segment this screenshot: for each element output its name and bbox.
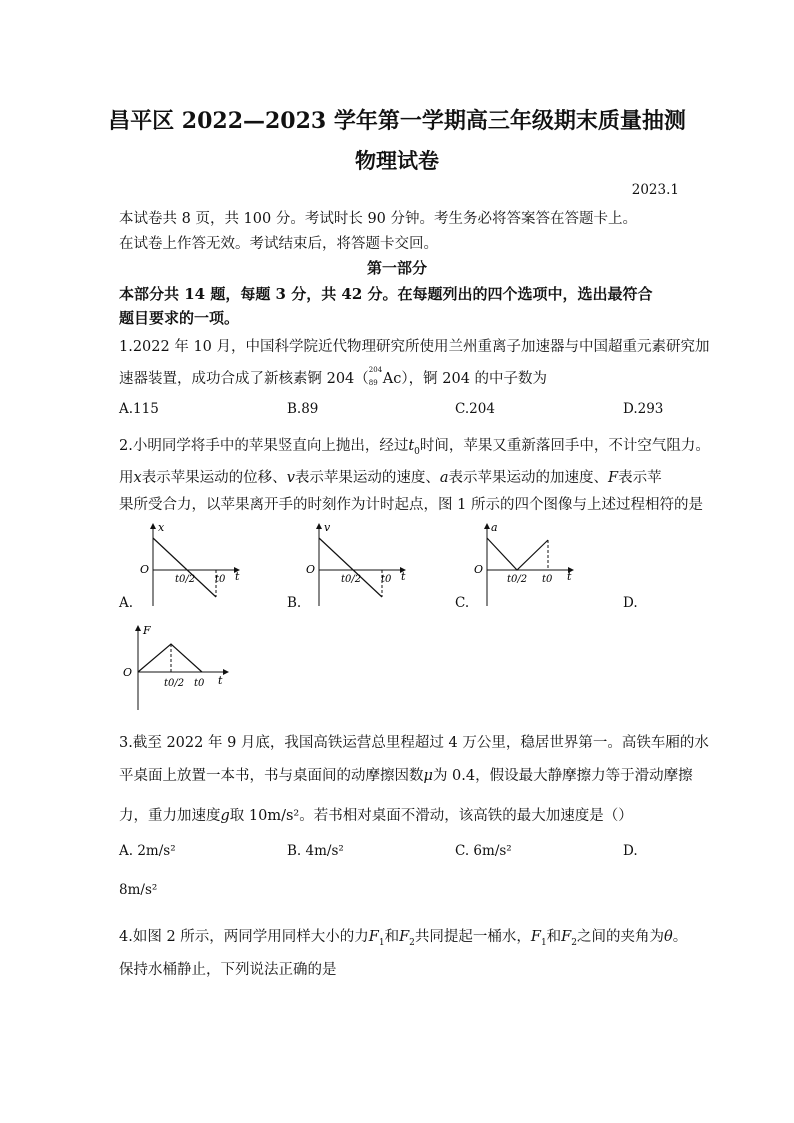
q1-text-b: ），锕 204 的中子数为 bbox=[401, 371, 548, 387]
mass-number: 204 bbox=[368, 366, 383, 374]
x-label: t bbox=[235, 570, 240, 583]
graph-d bbox=[120, 622, 240, 714]
full-label: t0 bbox=[381, 574, 392, 585]
q1-option-a: A.115 bbox=[119, 401, 159, 417]
origin-label: O bbox=[474, 563, 484, 576]
q3-option-b: B. 4m/s² bbox=[287, 843, 344, 859]
q4-period: 。 bbox=[672, 929, 688, 945]
q3-text-b: 为 0.4，假设最大静摩擦力等于滑动摩擦 bbox=[432, 768, 693, 784]
graph-a bbox=[135, 518, 255, 610]
q1-line-1: 1.2022 年 10 月，中国科学院近代物理研究所使用兰州重离子加速器与中国超重元素研究加 bbox=[119, 339, 710, 355]
graph-line bbox=[319, 538, 382, 597]
q2-text-g: 表示苹 bbox=[618, 470, 662, 486]
q2-option-b: B. bbox=[287, 595, 302, 611]
var-F2b-sub: 2 bbox=[571, 937, 577, 948]
q4-text-a: 4.如图 2 所示，两同学用同样大小的力 bbox=[119, 929, 369, 945]
q3-text-d: 取 10m/s²。若书相对桌面不滑动，该高铁的最大加速度是（） bbox=[229, 808, 633, 824]
q1-option-d: D.293 bbox=[623, 401, 664, 417]
section-desc-2: 题目要求的一项。 bbox=[119, 309, 240, 327]
q3-option-d-value: 8m/s² bbox=[119, 882, 158, 898]
half-label: t0/2 bbox=[164, 678, 185, 689]
origin-label: O bbox=[123, 666, 133, 679]
q2-line-3: 果所受合力，以苹果离开手的时刻作为计时起点，图 1 所示的四个图像与上述过程相符的是 bbox=[119, 497, 703, 513]
x-label: t bbox=[401, 570, 406, 583]
var-v: v bbox=[286, 470, 295, 486]
q4-and-1: 和 bbox=[384, 929, 400, 945]
graph-c bbox=[469, 518, 589, 610]
q4-text-c: 之间的夹角为 bbox=[576, 929, 664, 945]
q2-text-a: 2.小明同学将手中的苹果竖直向上抛出，经过 bbox=[119, 438, 409, 454]
x-label: t bbox=[567, 570, 572, 583]
half-label: t0/2 bbox=[341, 574, 362, 585]
q1-line-2 bbox=[119, 367, 547, 388]
q2-option-d: D. bbox=[623, 595, 638, 611]
q4-text-b: 共同提起一桶水， bbox=[414, 929, 531, 945]
half-label: t0/2 bbox=[507, 574, 528, 585]
y-label: a bbox=[491, 521, 498, 534]
q3-line-1: 3.截至 2022 年 9 月底，我国高铁运营总里程超过 4 万公里，稳居世界第一。高铁车厢的水 bbox=[119, 735, 709, 751]
graph-line bbox=[153, 538, 216, 597]
origin-label: O bbox=[306, 563, 316, 576]
full-label: t0 bbox=[542, 574, 553, 585]
q4-and-2: 和 bbox=[546, 929, 562, 945]
q2-text-c: 用 bbox=[119, 470, 134, 486]
intro-line-2: 在试卷上作答无效。考试结束后，将答题卡交回。 bbox=[119, 236, 438, 252]
q2-line-2 bbox=[119, 466, 662, 487]
y-label: x bbox=[158, 521, 165, 534]
var-theta: θ bbox=[663, 929, 673, 945]
half-label: t0/2 bbox=[175, 574, 196, 585]
var-F1-sub: 1 bbox=[378, 937, 385, 948]
intro-line-1: 本试卷共 8 页，共 100 分。考试时长 90 分钟。考生务必将答案答在答题卡上。 bbox=[119, 211, 638, 227]
section-title: 第一部分 bbox=[366, 259, 427, 277]
q2-option-c: C. bbox=[455, 595, 470, 611]
paper-subtitle: 物理试卷 bbox=[355, 148, 439, 173]
origin-label: O bbox=[140, 563, 150, 576]
q4-line-1 bbox=[119, 925, 687, 948]
q3-line-2 bbox=[119, 764, 693, 785]
q2-text-d: 表示苹果运动的位移、 bbox=[141, 470, 287, 486]
full-label: t0 bbox=[194, 678, 205, 689]
element-symbol: Ac bbox=[382, 371, 402, 387]
q4-line-2: 保持水桶静止，下列说法正确的是 bbox=[119, 962, 337, 978]
graph-line bbox=[138, 644, 202, 672]
nuclide-symbol bbox=[368, 366, 383, 387]
section-desc-1: 本部分共 14 题，每题 3 分，共 42 分。在每题列出的四个选项中，选出最符合 bbox=[119, 285, 653, 303]
full-label: t0 bbox=[215, 574, 226, 585]
var-x: x bbox=[133, 470, 142, 486]
var-F2-sub: 2 bbox=[409, 937, 415, 948]
y-label: v bbox=[324, 521, 331, 534]
graph-line bbox=[487, 538, 548, 570]
y-label: F bbox=[143, 624, 151, 637]
atomic-number: 89 bbox=[368, 379, 378, 387]
q2-line-1 bbox=[119, 434, 710, 457]
q3-text-a: 平桌面上放置一本书，书与桌面间的动摩擦因数 bbox=[119, 768, 424, 784]
q3-option-d: D. bbox=[623, 843, 638, 859]
q1-option-b: B.89 bbox=[287, 401, 319, 417]
q2-text-e: 表示苹果运动的速度、 bbox=[294, 470, 440, 486]
q3-line-3 bbox=[119, 804, 633, 825]
var-F1b: F bbox=[530, 929, 541, 945]
x-label: t bbox=[218, 674, 223, 687]
q2-text-b: 时间，苹果又重新落回手中，不计空气阻力。 bbox=[419, 438, 710, 454]
q3-option-a: A. 2m/s² bbox=[119, 843, 176, 859]
var-t0-sub: 0 bbox=[414, 446, 420, 457]
q1-text-a: 速器装置，成功合成了新核素锕 204（ bbox=[119, 371, 369, 387]
q2-option-a: A. bbox=[119, 595, 134, 611]
var-F2: F bbox=[399, 929, 410, 945]
var-F2b: F bbox=[561, 929, 572, 945]
paper-title: 昌平区 2022—2023 学年第一学期高三年级期末质量抽测 bbox=[108, 108, 686, 134]
var-t0: t bbox=[408, 438, 415, 454]
var-F1: F bbox=[368, 929, 379, 945]
var-F: F bbox=[608, 470, 619, 486]
var-F1b-sub: 1 bbox=[540, 937, 547, 948]
q2-text-f: 表示苹果运动的加速度、 bbox=[448, 470, 609, 486]
q3-text-c: 力，重力加速度 bbox=[119, 808, 221, 824]
graph-b bbox=[301, 518, 421, 610]
exam-date: 2023.1 bbox=[631, 182, 679, 198]
q1-option-c: C.204 bbox=[455, 401, 495, 417]
q3-option-c: C. 6m/s² bbox=[455, 843, 512, 859]
var-g: g bbox=[220, 808, 230, 824]
var-a: a bbox=[439, 470, 449, 486]
var-mu: μ bbox=[423, 768, 433, 784]
